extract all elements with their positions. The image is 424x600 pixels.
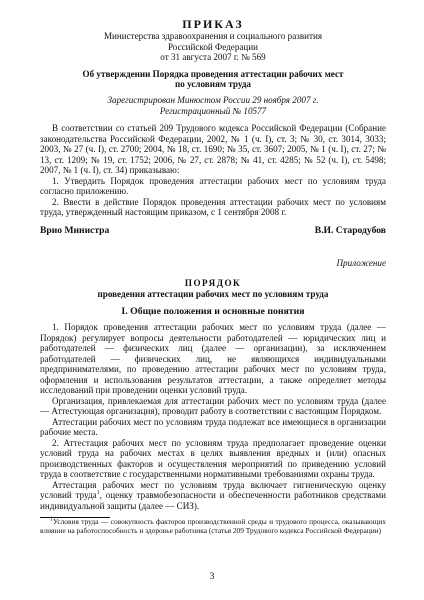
procedure-title: ПОРЯДОК bbox=[184, 278, 242, 289]
registration-line1: Зарегистрирован Минюстом России 29 ноября 2007 г. bbox=[107, 94, 319, 105]
text-before-footnote: Аттестация рабочих мест по условиям труда включает гигиеническую оценку условий труда bbox=[40, 479, 386, 501]
body-paragraph: 1. Порядок проведения аттестации рабочих мест по условиям труда (далее — Порядок) регулирует вопросы деятельности работодателей — юридических лиц и работодателей — физических лиц (далее — организации), за исключением работодателей — физических лиц, не являющихся индивидуальными предпринимателями, по проведению аттестации рабочих мест по условиям труда, оформления и использования результатов аттестации, а также определяет методы исследований при проведении оценки условий труда. bbox=[40, 322, 386, 396]
appendix-label: Приложение bbox=[336, 257, 386, 268]
body-paragraph: Организация, привлекаемая для аттестации рабочих мест по условиям труда (далее — Аттестующая организация), проводит работу в соответствии с настоящим Порядком. bbox=[40, 395, 386, 417]
ministry-name-line2: Российской Федерации bbox=[167, 41, 259, 52]
signature-name: В.И. Стародубов bbox=[314, 224, 386, 236]
footnote-reference: 1 bbox=[96, 490, 100, 497]
text-after-footnote: , оценку травмобезопасности и обеспеченности работников средствами индивидуальной защиты (далее — СИЗ). bbox=[40, 490, 386, 511]
order-subject-line1: Об утверждении Порядка проведения аттестации рабочих мест bbox=[82, 68, 344, 79]
footnote bbox=[40, 518, 386, 535]
preamble-paragraph: В соответствии со статьей 209 Трудового кодекса Российской Федерации (Собрание законодательства Российской Федерации, 2002, № 1 (ч. I), ст. 3; № 30, ст. 3014, 3033; 2003, № 27 (ч. I), ст. 2700; 2004, № 18, ст. 1690; № 35, ст. 3607; 2005, № 1 (ч. I), ст. 27; № 13, ст. 1209; № 19, ст. 1752; 2006, № 27, ст. 2878; № 41, ст. 4285; № 52 (ч. I), ст. 5498; 2007, № 1 (ч. I), ст. 34) приказываю: bbox=[40, 123, 386, 176]
order-subject-line2: по условиям труда bbox=[175, 79, 251, 90]
footnote-text: Условия труда — совокупность факторов производственной среды и трудового процесса, оказывающих влияние на работоспособность и здоровье работника (статья 209 Трудового кодекса Российской Федерации) bbox=[40, 517, 386, 536]
order-title: ПРИКАЗ bbox=[182, 17, 244, 31]
order-item-1: 1. Утвердить Порядок проведения аттестации рабочих мест по условиям труда согласно приложению. bbox=[40, 175, 386, 197]
signature-position: Врио Министра bbox=[40, 224, 110, 236]
page-number: 3 bbox=[209, 572, 215, 582]
ministry-name-line1: Министерства здравоохранения и социального развития bbox=[103, 31, 323, 41]
signature-block bbox=[40, 225, 386, 236]
registration-line2: Регистрационный № 10577 bbox=[159, 105, 267, 116]
procedure-subtitle: проведения аттестации рабочих мест по условиям труда bbox=[97, 288, 329, 299]
body-paragraph: 2. Аттестация рабочих мест по условиям труда предполагает проведение оценки условий труда на рабочих местах в целях выявления вредных и (или) опасных производственных факторов и осуществления мероприятий по приведению условий труда в соответствие с государственными нормативными требованиями охраны труда. bbox=[40, 437, 386, 480]
order-item-2: 2. Ввести в действие Порядок проведения аттестации рабочих мест по условиям труда, утвержденный настоящим приказом, с 1 сентября 2008 г. bbox=[40, 196, 386, 218]
footnote-mark: 1 bbox=[50, 516, 53, 523]
body-paragraph-with-footnote bbox=[40, 480, 386, 512]
section-heading: I. Общие положения и основные понятия bbox=[121, 306, 305, 318]
order-date-number: от 31 августа 2007 г. № 569 bbox=[160, 52, 266, 63]
body-paragraph: Аттестации рабочих мест по условиям труда подлежат все имеющиеся в организации рабочие места. bbox=[40, 416, 386, 438]
